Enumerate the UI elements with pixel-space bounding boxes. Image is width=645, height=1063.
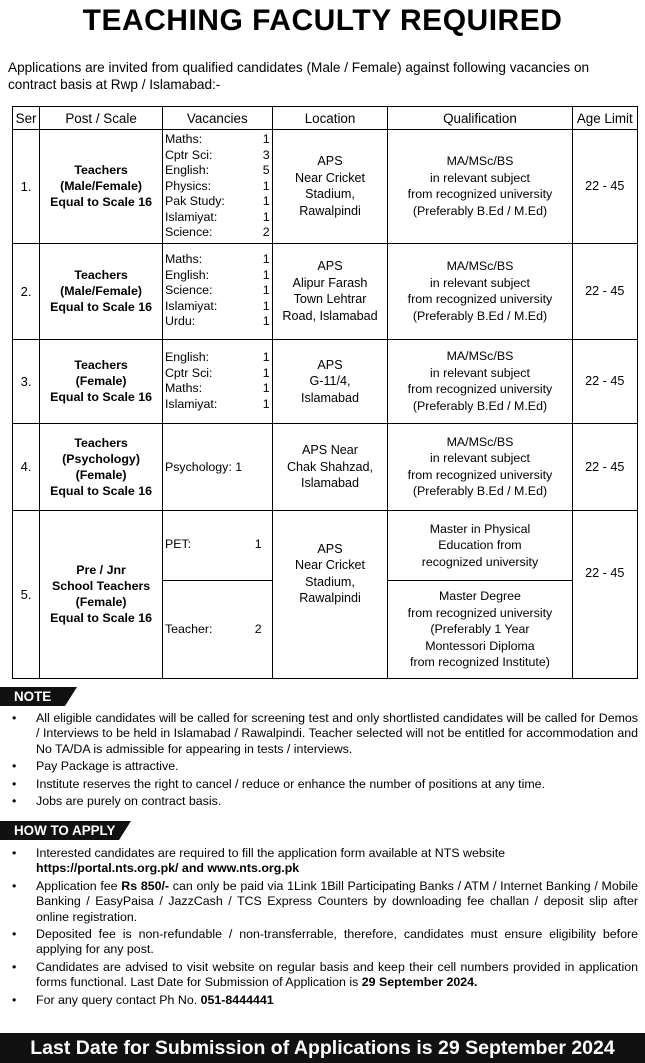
age-cell: 22 - 45 (572, 424, 637, 511)
vacancy-item: English: 1 (164, 350, 270, 365)
vacancy-item: Science: 2 (164, 225, 270, 240)
age-cell: 22 - 45 (572, 510, 637, 678)
vacancy-item: Science: 1 (164, 283, 270, 298)
vacancy-item: Urdu: 1 (164, 314, 270, 329)
vacancy-item: Maths: 1 (164, 252, 270, 267)
table-header-row (13, 107, 638, 130)
list-item: • Deposited fee is non-refundable / non-transferrable, therefore, candidates must ensure eligibility before applying for any post. (12, 927, 638, 957)
vacancy-item: Islamiyat: 1 (164, 209, 270, 224)
header-age: Age Limit (572, 107, 637, 130)
vacancy-item: Cptr Sci: 1 (164, 365, 270, 380)
post-line: Teachers (74, 163, 128, 178)
vacancy-item: Islamiyat: 1 (164, 298, 270, 313)
ser-cell: 5. (13, 510, 40, 678)
list-item: • All eligible candidates will be called for screening test and only shortlisted candidates will be called for Demos / Interviews to be held in Islamabad / Rawalpindi. Teacher selected will not be entitled for accommodation and No TA/DA is admissible for appearing in tests / interviews. (12, 711, 638, 756)
vacancy-item: Physics: 1 (164, 178, 270, 193)
footer-banner: Last Date for Submission of Applications is 29 September 2024 (0, 1033, 645, 1063)
vacancy-item: Pak Study: 1 (164, 194, 270, 209)
list-item: • Institute reserves the right to cancel / reduce or enhance the number of positions at any time. (12, 776, 545, 791)
website-links[interactable]: https://portal.nts.org.pk/ and www.nts.org.pk (36, 861, 300, 876)
note-heading: NOTE (0, 687, 65, 706)
post-cell: Teachers (Psychology) (Female) Equal to Scale 16 (40, 424, 163, 511)
vacancy-table (12, 106, 638, 679)
vacancy-item: Maths: 1 (164, 381, 270, 396)
vacancy-item: Teacher: 2 (164, 621, 262, 636)
location-cell: APS Alipur Farash Town Lehtrar Road, Islamabad (272, 243, 388, 339)
vacancies-cell (162, 130, 272, 244)
post-line: (Male/Female) (60, 179, 143, 194)
location-cell: APS G-11/4, Islamabad (272, 339, 388, 424)
location-cell: APS Near Chak Shahzad, Islamabad (272, 424, 388, 511)
age-cell: 22 - 45 (572, 130, 637, 244)
vacancies-cell (162, 510, 272, 581)
vacancy-item: English: 1 (164, 267, 270, 282)
vacancies-cell (162, 424, 272, 511)
ser-cell: 3. (13, 339, 40, 424)
vacancy-item: PET: 1 (164, 536, 262, 551)
list-item: • For any query contact Ph No. 051-8444441 (12, 992, 274, 1007)
header-post: Post / Scale (40, 107, 163, 130)
vacancy-item: English: 5 (164, 163, 270, 178)
vacancies-cell (162, 243, 272, 339)
apply-list (0, 846, 638, 1010)
vacancy-item: Maths: 1 (164, 132, 270, 147)
vacancies-cell (162, 339, 272, 424)
qualification-cell: Master Degree from recognized university (Preferably 1 Year Montessori Diploma from recognized Institute) (388, 581, 572, 679)
age-cell: 22 - 45 (572, 339, 637, 424)
list-item: • Candidates are advised to visit website on regular basis and keep their cell numbers provided in application forms functional. Last Date for Submission of Application is 29 September 2024. (12, 959, 638, 990)
qualification-cell: Master in Physical Education from recognized university (388, 510, 572, 581)
table-row (13, 510, 638, 581)
intro-text: Applications are invited from qualified candidates (Male / Female) against following vacancies on contract basis at Rwp / Islamabad:- (8, 60, 590, 92)
post-cell: Pre / Jnr School Teachers (Female) Equal to Scale 16 (40, 510, 163, 678)
vacancies-cell (162, 581, 272, 679)
qualification-cell: MA/MSc/BS in relevant subject from recognized university (Preferably B.Ed / M.Ed) (388, 424, 572, 511)
how-to-apply-heading: HOW TO APPLY (0, 821, 119, 840)
ser-cell: 1. (13, 130, 40, 244)
header-ser: Ser (13, 107, 40, 130)
qualification-cell: MA/MSc/BS in relevant subject from recognized university (Preferably B.Ed / M.Ed) (388, 339, 572, 424)
vacancy-item: Psychology: 1 (164, 459, 243, 474)
post-cell (40, 130, 163, 244)
qualification-cell: MA/MSc/BS in relevant subject from recognized university (Preferably B.Ed / M.Ed) (388, 243, 572, 339)
page-title: TEACHING FACULTY REQUIRED (82, 4, 563, 37)
table-row (13, 339, 638, 424)
list-item: • Pay Package is attractive. (12, 759, 179, 774)
location-cell: APS Near Cricket Stadium, Rawalpindi (272, 510, 388, 678)
header-location: Location (272, 107, 388, 130)
table-row (13, 130, 638, 244)
qualification-cell: MA/MSc/BS in relevant subject from recognized university (Preferably B.Ed / M.Ed) (388, 130, 572, 244)
location-cell: APS Near Cricket Stadium, Rawalpindi (272, 130, 388, 244)
header-vacancies: Vacancies (162, 107, 272, 130)
note-list (0, 711, 638, 811)
ser-cell: 2. (13, 243, 40, 339)
post-cell: Teachers (Male/Female) Equal to Scale 16 (40, 243, 163, 339)
vacancy-item: Cptr Sci: 3 (164, 147, 270, 162)
list-item: • Application fee Rs 850/- can only be paid via 1Link 1Bill Participating Banks / ATM / Internet Banking / Mobile Banking / EasyPaisa / JazzCash / TCS Express Counters by downloading fee challan / deposit slip after online registration. (12, 878, 638, 924)
post-cell: Teachers (Female) Equal to Scale 16 (40, 339, 163, 424)
age-cell: 22 - 45 (572, 243, 637, 339)
table-row (13, 243, 638, 339)
vacancy-item: Islamiyat: 1 (164, 396, 270, 411)
list-item: • Jobs are purely on contract basis. (12, 794, 222, 809)
phone-number: 051-8444441 (200, 992, 274, 1007)
table-row (13, 424, 638, 511)
list-item: • Interested candidates are required to fill the application form available at NTS website https://portal.nts.org.pk/ and www.nts.org.pk (12, 846, 506, 876)
header-qualification: Qualification (388, 107, 572, 130)
ser-cell: 4. (13, 424, 40, 511)
post-line: Equal to Scale 16 (50, 195, 153, 210)
